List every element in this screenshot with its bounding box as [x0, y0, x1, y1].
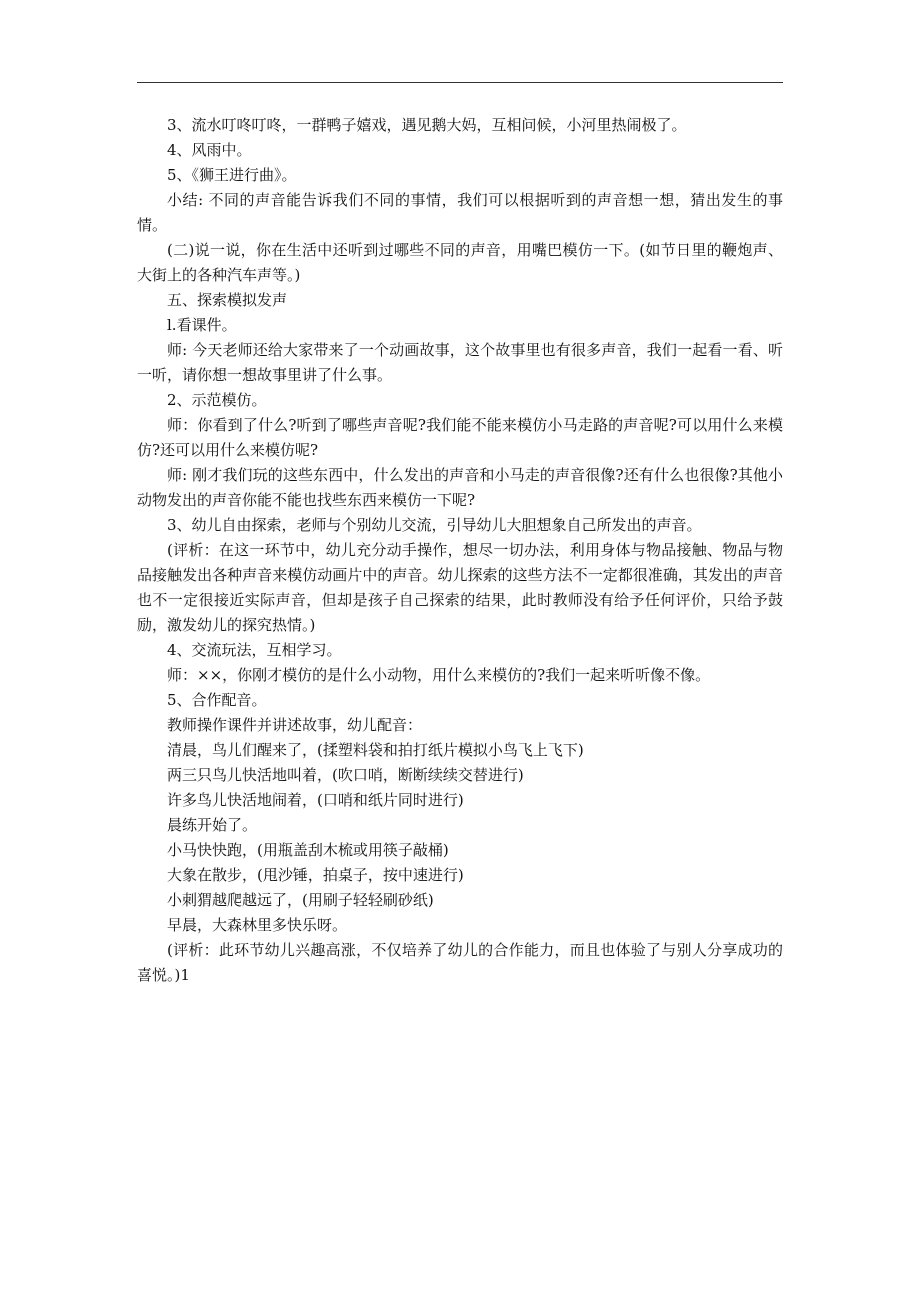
paragraph: 3、流水叮咚叮咚，一群鸭子嬉戏，遇见鹅大妈，互相问候，小河里热闹极了。	[167, 116, 687, 134]
paragraph: 4、风雨中。	[167, 141, 252, 159]
story-line: 大象在散步，(甩沙锤，拍桌子，按中速进行)	[167, 866, 464, 884]
paragraph: 3、幼儿自由探索，老师与个别幼儿交流，引导幼儿大胆想象自己所发出的声音。	[167, 516, 702, 534]
story-line: 早晨，大森林里多快乐呀。	[167, 916, 348, 934]
section-heading: 五、探索模拟发声	[167, 291, 288, 309]
commentary: (评析：此环节幼儿兴趣高涨，不仅培养了幼儿的合作能力，而且也体验了与别人分享成功的喜悦。)1	[137, 941, 783, 984]
paragraph: 师：你看到了什么?听到了哪些声音呢?我们能不能来模仿小马走路的声音呢?可以用什么来模仿?还可以用什么来模仿呢?	[137, 416, 783, 459]
paragraph: 5、《狮王进行曲》。	[167, 166, 297, 184]
story-line: 许多鸟儿快活地闹着，(口哨和纸片同时进行)	[167, 791, 464, 809]
paragraph: 师: 今天老师还给大家带来了一个动画故事，这个故事里也有很多声音，我们一起看一看、听一听，请你想一想故事里讲了什么事。	[137, 341, 783, 384]
story-line: 小刺猬越爬越远了，(用刷子轻轻刷砂纸)	[167, 891, 434, 909]
story-line: 小马快快跑，(用瓶盖刮木梳或用筷子敲桶)	[167, 841, 449, 859]
paragraph: l.看课件。	[167, 316, 237, 334]
paragraph: 小结: 不同的声音能告诉我们不同的事情，我们可以根据听到的声音想一想，猜出发生的事情。	[137, 191, 783, 234]
story-line: 晨练开始了。	[167, 816, 258, 834]
paragraph: 4、交流玩法，互相学习。	[167, 641, 342, 659]
header-rule	[137, 82, 783, 83]
commentary: (评析：在这一环节中，幼儿充分动手操作，想尽一切办法，利用身体与物品接触、物品与物品接触发出各种声音来模仿动画片中的声音。幼儿探索的这些方法不一定都很准确，其发出的声音也不一定很接近实际声音，但却是孩子自己探索的结果，此时教师没有给予任何评价，只给予鼓励，激发幼儿的探究热情。)	[137, 541, 783, 634]
story-line: 清晨，鸟儿们醒来了，(揉塑料袋和拍打纸片模拟小鸟飞上飞下)	[167, 741, 584, 759]
paragraph: 2、示范模仿。	[167, 391, 267, 409]
paragraph: 教师操作课件并讲述故事，幼儿配音：	[167, 716, 423, 734]
document-body	[137, 113, 783, 988]
story-line: 两三只鸟儿快活地叫着，(吹口哨，断断续续交替进行)	[167, 766, 524, 784]
paragraph: (二)说一说，你在生活中还听到过哪些不同的声音，用嘴巴模仿一下。(如节日里的鞭炮声、大街上的各种汽车声等。)	[137, 241, 783, 284]
paragraph: 师：××，你刚才模仿的是什么小动物，用什么来模仿的?我们一起来听听像不像。	[167, 666, 711, 684]
paragraph: 5、合作配音。	[167, 691, 267, 709]
paragraph: 师: 刚才我们玩的这些东西中，什么发出的声音和小马走的声音很像?还有什么也很像?其他小动物发出的声音你能不能也找些东西来模仿一下呢?	[137, 466, 783, 509]
